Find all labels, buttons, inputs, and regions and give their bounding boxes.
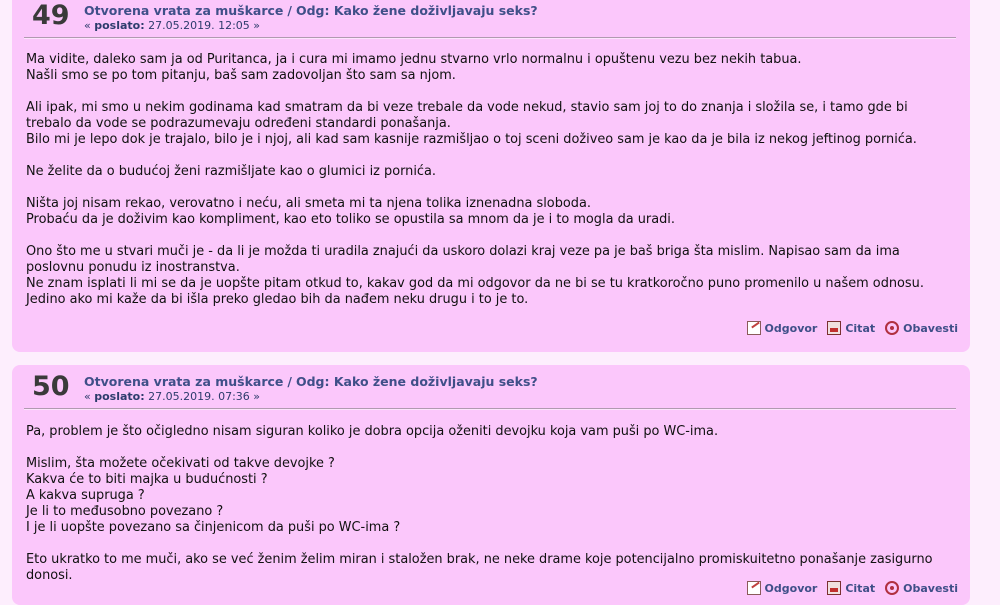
post-number: 49 bbox=[32, 0, 70, 31]
reply-icon bbox=[747, 581, 761, 595]
post-meta: « poslato: 27.05.2019. 12:05 » bbox=[84, 19, 261, 32]
post-number: 50 bbox=[32, 371, 70, 402]
forum-post bbox=[12, 0, 970, 352]
reply-button[interactable] bbox=[747, 321, 818, 335]
post-paragraph: Ništa joj nisam rekao, verovatno i neću, ali smeta mi ta njena tolika iznenadna sloboda. Probaću da je doživim kao kompliment, kao eto toliko se opustila sa mnom da je i to mogla da uradi. bbox=[26, 196, 675, 227]
posted-label: poslato: bbox=[94, 390, 145, 403]
post-paragraph: Eto ukratko to me muči, ako se već ženim želim miran i staložen brak, ne neke drame koje potencijalno promiskuitetno ponašanje zasigurno donosi. bbox=[26, 552, 933, 583]
subject-link[interactable]: Odg: Kako žene doživljavaju seks? bbox=[295, 374, 538, 389]
quote-icon bbox=[827, 581, 841, 595]
forum-post bbox=[12, 365, 970, 605]
header-separator: / bbox=[287, 3, 292, 18]
post-actions bbox=[747, 321, 958, 335]
subject-link[interactable]: Odg: Kako žene doživljavaju seks? bbox=[295, 3, 538, 18]
divider bbox=[24, 408, 956, 410]
report-icon bbox=[885, 321, 899, 335]
topic-link[interactable]: Otvorena vrata za muškarce bbox=[84, 3, 284, 18]
reply-label: Odgovor bbox=[764, 321, 818, 335]
quote-label: Citat bbox=[845, 321, 876, 335]
divider bbox=[24, 37, 956, 39]
post-meta: « poslato: 27.05.2019. 07:36 » bbox=[84, 390, 261, 403]
reply-label: Odgovor bbox=[764, 581, 818, 595]
report-label: Obavesti bbox=[903, 581, 958, 595]
post-paragraph: Ne želite da o budućoj ženi razmišljate kao o glumici iz pornića. bbox=[26, 164, 437, 179]
report-label: Obavesti bbox=[903, 321, 958, 335]
post-paragraph: Ono što me u stvari muči je - da li je možda ti uradila znajući da uskoro dolazi kraj veze pa je baš briga šta mislim. Napisao sam da ima poslovnu ponudu iz inostranstva. Ne znam isplati li mi se da je uopšte pitam otkud to, kakav god da mi odgovor da ne bi se tu kratkoročno puno promenilo u našem odnosu. Jedino ako mi kaže da bi išla preko gledao bih da nađem neku drugu i to je to. bbox=[26, 244, 924, 307]
post-paragraph: Ali ipak, mi smo u nekim godinama kad smatram da bi veze trebale da vode nekud, stavio sam joj to do znanja i složila se, i tamo gde bi trebalo da vode se podrazumevaju određeni standardi ponašanja. Bilo mi je lepo dok je trajalo, bilo je i njoj, ali kad sam kasnije razmišljao o toj sceni doživeo sam je kao da je bila iz nekog jeftinog pornića. bbox=[26, 100, 917, 147]
post-header bbox=[84, 374, 538, 389]
post-actions bbox=[747, 581, 958, 595]
header-separator: / bbox=[287, 374, 292, 389]
report-button[interactable] bbox=[885, 581, 958, 595]
report-button[interactable] bbox=[885, 321, 958, 335]
posted-date: 27.05.2019. 07:36 bbox=[148, 390, 250, 403]
quote-button[interactable] bbox=[827, 321, 875, 335]
posted-date: 27.05.2019. 12:05 bbox=[148, 19, 250, 32]
post-paragraph: Ma vidite, daleko sam ja od Puritanca, ja i cura mi imamo jednu stvarno vrlo normalnu i opuštenu vezu bez nekih tabua. Našli smo se po tom pitanju, baš sam zadovoljan što sam sa njom. bbox=[26, 52, 802, 83]
posted-label: poslato: bbox=[94, 19, 145, 32]
quote-icon bbox=[827, 321, 841, 335]
post-body bbox=[26, 424, 948, 600]
quote-button[interactable] bbox=[827, 581, 875, 595]
post-paragraph: Pa, problem je što očigledno nisam siguran koliko je dobra opcija oženiti devojku koja vam puši po WC-ima. bbox=[26, 424, 719, 439]
post-header bbox=[84, 3, 538, 18]
quote-label: Citat bbox=[845, 581, 876, 595]
reply-button[interactable] bbox=[747, 581, 818, 595]
reply-icon bbox=[747, 321, 761, 335]
post-body bbox=[26, 52, 948, 324]
report-icon bbox=[885, 581, 899, 595]
topic-link[interactable]: Otvorena vrata za muškarce bbox=[84, 374, 284, 389]
post-paragraph: Mislim, šta možete očekivati od takve devojke ? Kakva će to biti majka u budućnosti ? A kakva supruga ? Je li to međusobno povezano ? I je li uopšte povezano sa činjenicom da puši po WC-ima ? bbox=[26, 456, 401, 535]
